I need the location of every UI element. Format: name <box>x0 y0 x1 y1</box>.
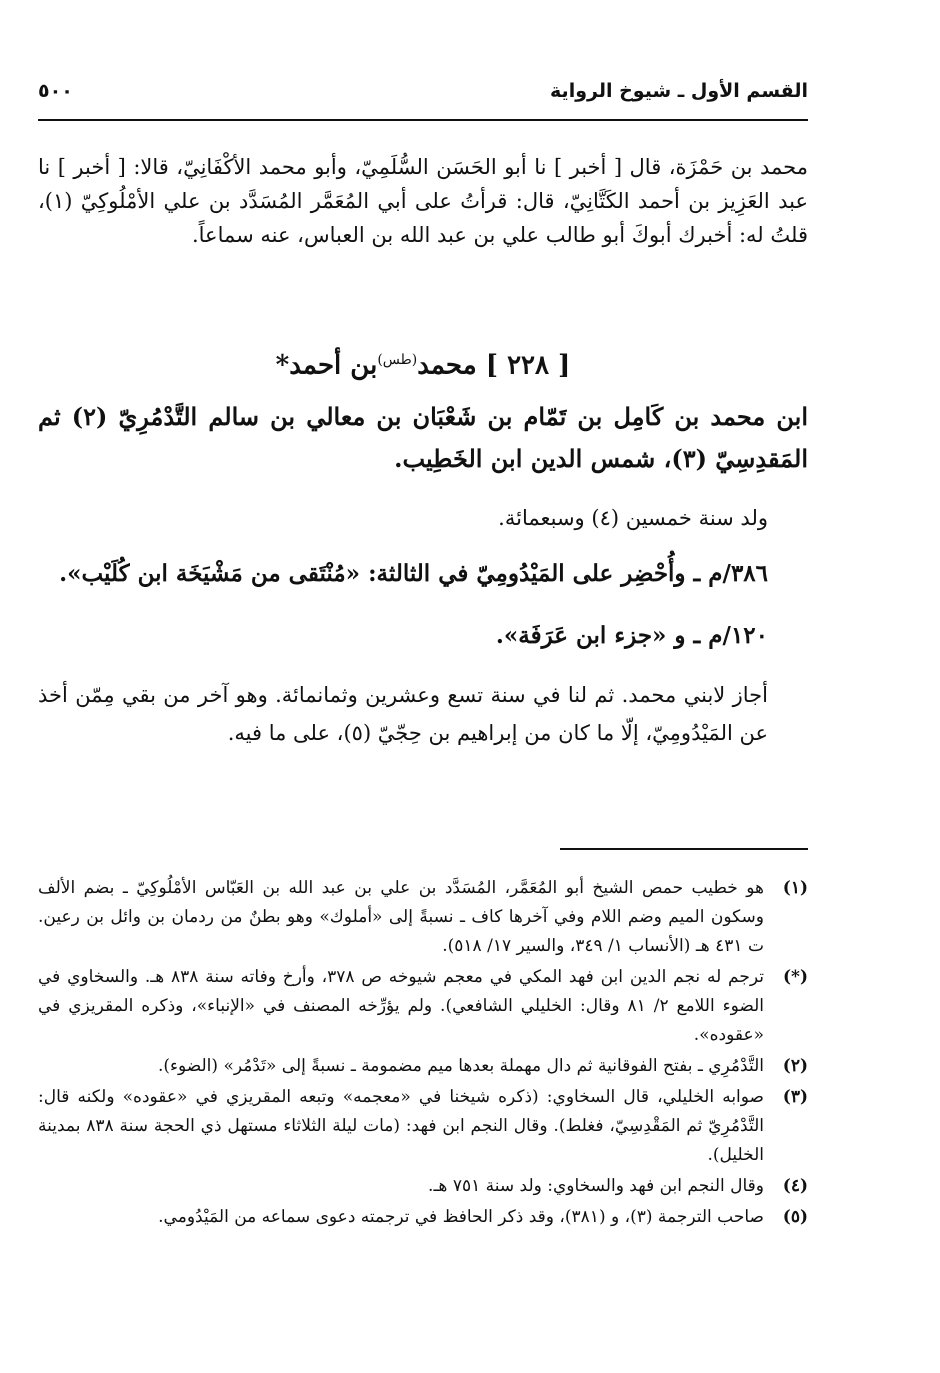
footnote-text: صاحب الترجمة (٣)، و (٣٨١)، وقد ذكر الحافظ في ترجمته دعوى سماعه من المَيْدُومي. <box>158 1207 764 1227</box>
entry-name-rest: بن أحمد* <box>275 350 378 381</box>
running-header <box>38 72 808 118</box>
header-rule <box>38 119 808 121</box>
record-1: ٣٨٦/م ـ وأُحْضِر على المَيْدُومِيّ في الثالثة: «مُنْتَقى من مَشْيَخَة ابن كُلَيْب». <box>59 560 768 587</box>
footnote-marker: (٥) <box>782 1207 808 1227</box>
footnote-text: وقال النجم ابن فهد والسخاوي: ولد سنة ٧٥١ هـ. <box>428 1176 764 1196</box>
entry-name-first: محمد <box>417 350 477 381</box>
entry-number: [ ٢٢٨ ] <box>485 350 571 381</box>
footnote-marker: (*) <box>783 967 808 987</box>
running-title: القسم الأول ـ شيوخ الرواية <box>550 80 808 102</box>
intro-paragraph: محمد بن حَمْزَة، قال [ أخبر ] نا أبو الحَسَن السُّلَمِيّ، وأبو محمد الأكْفَانِيّ، قالا: [ أخبر ] نا عبد العَزِيز بن أحمد الكَتَّانِيّ، قال: قرأتُ على أبي المُعَمَّر المُسَدَّد بن علي الأمْلُوكِيّ (١)، قلتُ له: أخبرك أبوكَ أبو طالب علي بن عبد الله بن العباس، عنه سماعاً. <box>38 155 808 247</box>
footnote-star <box>38 963 808 1050</box>
footnote-text: ترجم له نجم الدين ابن فهد المكي في معجم شيوخه ص ٣٧٨، وأرخ وفاته سنة ٨٣٨ هـ. والسخاوي في الضوء اللامع ٢/ ٨١ وقال: الخليلي الشافعي). ولم يؤرِّخه المصنف في «الإنباء»، وذكره المقريزي في «عقوده». <box>38 967 764 1045</box>
footnote-rule <box>560 848 808 850</box>
footnote-marker: (٣) <box>782 1087 808 1107</box>
entry-heading <box>38 340 808 386</box>
footnote-2 <box>38 1052 808 1081</box>
page-number: ٥٠٠ <box>38 80 73 102</box>
footnote-3 <box>38 1083 808 1170</box>
footnotes <box>38 874 808 1234</box>
birth-line: ولد سنة خمسين (٤) وسبعمائة. <box>498 506 768 530</box>
footnote-1 <box>38 874 808 961</box>
footnote-text: صوابه الخليلي، قال السخاوي: (ذكره شيخنا في «معجمه» وتبعه المقريزي في «عقوده» ولكنه قال: التَّدْمُرِيّ ثم المَقْدِسِيّ، فغلط). وقال النجم ابن فهد: (مات ليلة الثلاثاء مستهل ذي الحجة سنة ٨٣٨ بمدينة الخليل). <box>38 1087 764 1165</box>
footnote-text: التَّدْمُرِي ـ بفتح الفوقانية ثم دال مهملة بعدها ميم مضمومة ـ نسبةً إلى «تَدْمُر» (الضوء). <box>157 1056 764 1076</box>
footnote-4 <box>38 1172 808 1201</box>
entry-siglum: (طس) <box>377 352 418 368</box>
entry-lineage: ابن محمد بن كَامِل بن تَمّام بن شَعْبَان بن معالي بن سالم التَّدْمُرِيّ (٢) ثم المَقدِسِيّ (٣)، شمس الدين ابن الخَطِيب. <box>38 402 808 473</box>
closing-paragraph: أجاز لابني محمد. ثم لنا في سنة تسع وعشرين وثمانمائة. وهو آخر من بقي مِمّن أخذ عن المَيْدُومِيّ، إلّا ما كان من إبراهيم بن حِجّيّ (٥)، على ما فيه. <box>38 683 768 745</box>
footnote-marker: (٢) <box>782 1056 808 1076</box>
footnote-5 <box>38 1203 808 1232</box>
footnote-marker: (٤) <box>782 1176 808 1196</box>
footnote-marker: (١) <box>782 878 808 898</box>
record-2: ١٢٠/م ـ و «جزء ابن عَرَفَة». <box>495 622 768 649</box>
footnote-text: هو خطيب حمص الشيخ أبو المُعَمَّر، المُسَدَّد بن علي بن عبد الله بن العَبّاس الأمْلُوكِيّ ـ بضم الألف وسكون الميم وضم اللام وفي آخرها كاف ـ نسبةً إلى «أملوك» وهو بطنٌ من ردمان بن وائل بن رعين. ت ٤٣١ هـ (الأنساب ١/ ٣٤٩، والسير ١٧/ ٥١٨). <box>38 878 764 956</box>
